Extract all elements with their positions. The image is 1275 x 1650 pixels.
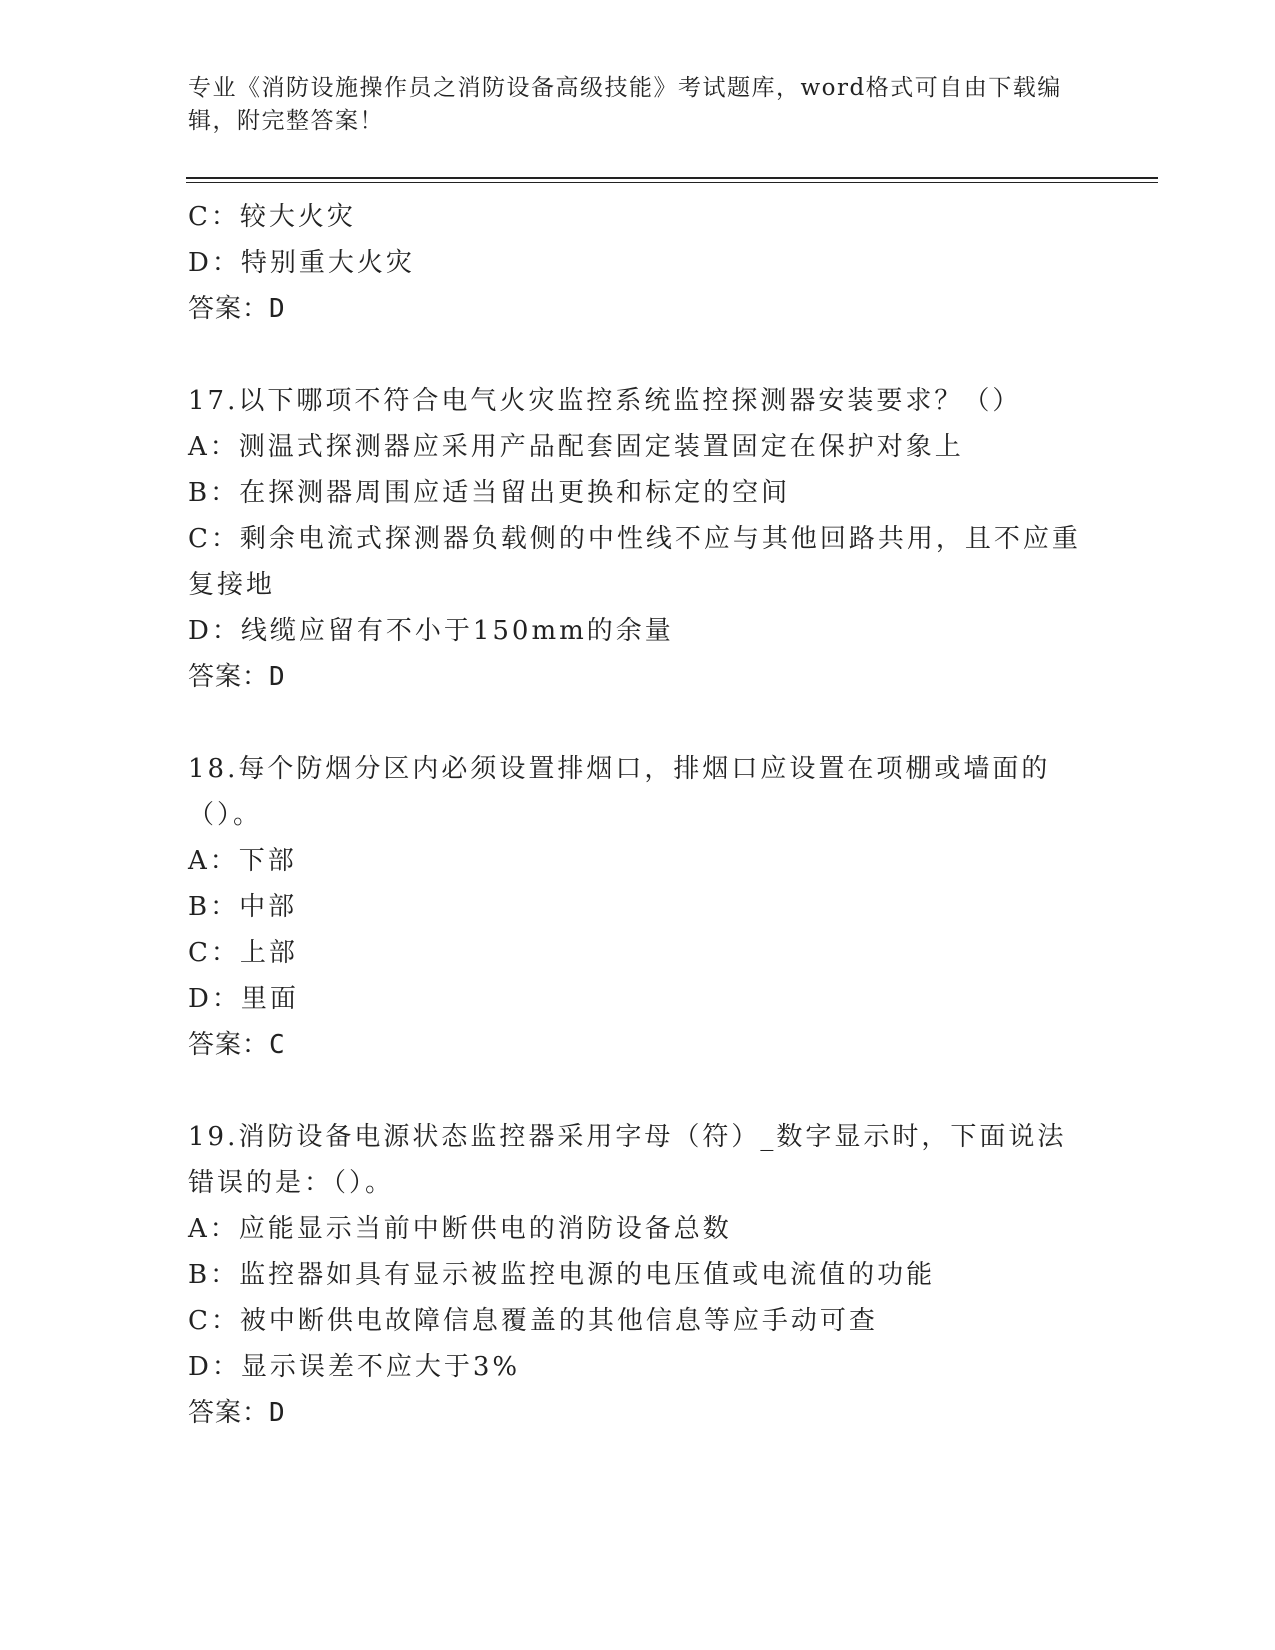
answer: 答案：D: [188, 1398, 286, 1428]
header-divider-thin: [186, 182, 1158, 183]
header-text: 专业《消防设施操作员之消防设备高级技能》考试题库，word格式可自由下载编辑，附完整答案！: [188, 75, 1062, 134]
prev-option-c: C：较大火灾: [188, 202, 356, 232]
option-b: B：在探测器周围应适当留出更换和标定的空间: [188, 478, 791, 508]
header-divider-thick: [186, 177, 1158, 179]
question-stem: 18.每个防烟分区内必须设置排烟口，排烟口应设置在项棚或墙面的（）。: [188, 754, 1051, 830]
option-a: A：测温式探测器应采用产品配套固定装置固定在保护对象上: [188, 432, 964, 462]
question-stem: 17.以下哪项不符合电气火灾监控系统监控探测器安装要求？（）: [188, 386, 1022, 416]
option-a: A：应能显示当前中断供电的消防设备总数: [188, 1214, 732, 1244]
option-c: C：剩余电流式探测器负载侧的中性线不应与其他回路共用，且不应重复接地: [188, 524, 1081, 600]
question-stem: 19.消防设备电源状态监控器采用字母（符）_数字显示时，下面说法错误的是：（）。: [188, 1122, 1067, 1198]
option-a: A：下部: [188, 846, 297, 876]
option-b: B：中部: [188, 892, 298, 922]
question-17: [188, 378, 1088, 700]
option-d: D：里面: [188, 984, 299, 1014]
option-c: C：被中断供电故障信息覆盖的其他信息等应手动可查: [188, 1306, 878, 1336]
question-list: [188, 194, 1088, 1436]
option-c: C：上部: [188, 938, 298, 968]
question-18: [188, 746, 1088, 1068]
prev-option-d: D：特别重大火灾: [188, 248, 415, 278]
option-d: D：显示误差不应大于3%: [188, 1352, 521, 1382]
answer: 答案：C: [188, 1030, 286, 1060]
answer: 答案：D: [188, 662, 286, 692]
document-header: [188, 72, 1088, 138]
question-19: [188, 1114, 1088, 1436]
prev-answer: 答案：D: [188, 294, 286, 324]
option-d: D：线缆应留有不小于150mm的余量: [188, 616, 674, 646]
option-b: B：监控器如具有显示被监控电源的电压值或电流值的功能: [188, 1260, 936, 1290]
